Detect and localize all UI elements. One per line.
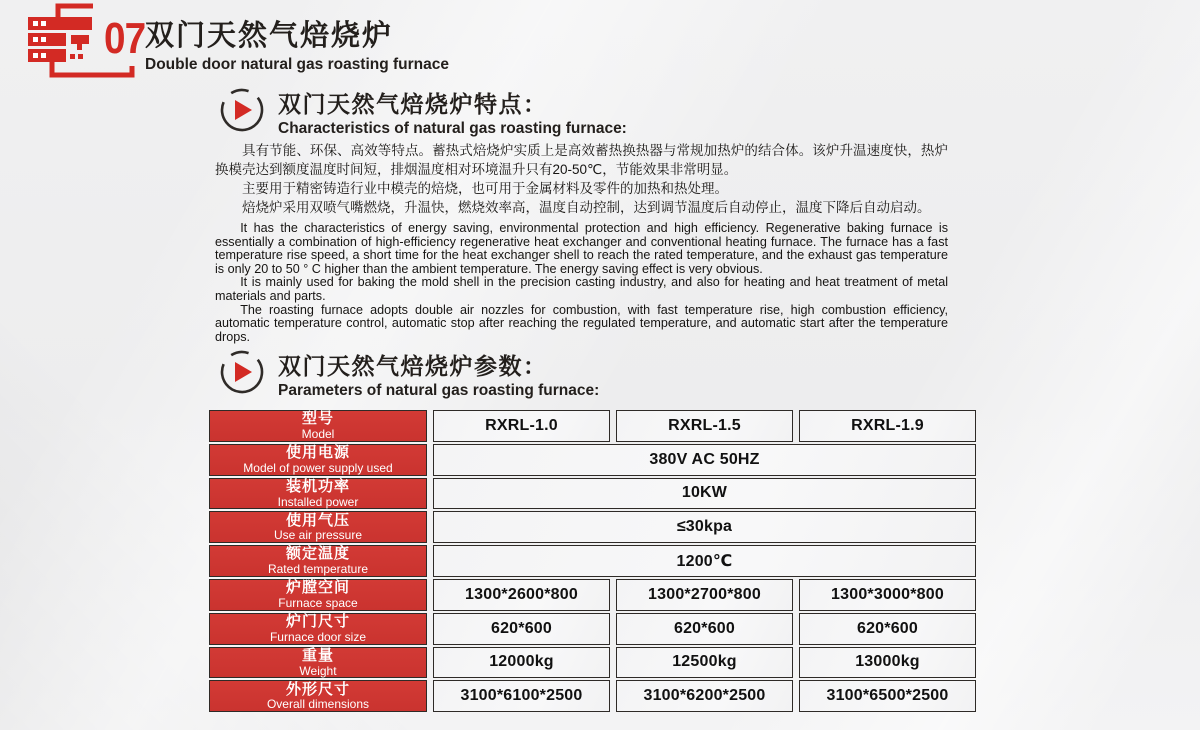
feature-paragraph-zh: 主要用于精密铸造行业中模壳的焙烧，也可用于金属材料及零件的加热和热处理。 [242, 181, 728, 196]
table-row-label [209, 410, 427, 442]
features-heading-zh: 双门天然气焙烧炉特点： [278, 91, 548, 117]
parameters-heading-en: Parameters of natural gas roasting furnace: [278, 382, 600, 399]
table-row-label [209, 511, 427, 543]
table-cell-value: 12500kg [616, 647, 793, 679]
table-cell-value: 3100*6500*2500 [799, 680, 976, 712]
feature-paragraph-en: The roasting furnace adopts double air nozzles for combustion, with fast temperature rise, high combustion efficiency, automatic temperature control, automatic stop after reaching the regulated temperature, and automatic start after the temperature drops. [215, 302, 948, 344]
features-paragraphs-zh [215, 141, 948, 217]
feature-paragraph-zh: 具有节能、环保、高效等特点。蓄热式焙烧炉实质上是高效蓄热换热器与常规加热炉的结合体。该炉升温速度快，热炉换模壳达到额度温度时间短，排烟温度相对环境温升只有20-50℃，节能效果非常明显。 [215, 143, 948, 177]
table-label-zh: 炉膛空间 [285, 579, 350, 597]
table-row-label [209, 444, 427, 476]
feature-paragraph-zh: 焙烧炉采用双喷气嘴燃烧，升温快，燃烧效率高，温度自动控制，达到调节温度后自动停止，温度下降后自动启动。 [242, 200, 931, 215]
table-label-en: Weight [299, 663, 337, 678]
table-label-zh: 装机功率 [285, 477, 350, 495]
table-cell-value: 1200℃ [433, 545, 976, 577]
table-label-en: Rated temperature [267, 562, 369, 577]
table-label-en: Overall dimensions [266, 697, 370, 712]
table-label-en: Furnace door size [269, 629, 367, 644]
features-paragraphs-en [215, 222, 948, 344]
table-cell-value: ≤30kpa [433, 511, 976, 543]
page-subtitle: Double door natural gas roasting furnace [145, 56, 450, 73]
table-row-label [209, 478, 427, 510]
table-label-en: Model [301, 426, 335, 441]
table-row-label [209, 613, 427, 645]
table-label-en: Use air pressure [273, 528, 363, 543]
table-cell-value: 12000kg [433, 647, 610, 679]
table-cell-value: RXRL-1.0 [433, 410, 610, 442]
table-cell-value: 620*600 [616, 613, 793, 645]
feature-paragraph-en: It has the characteristics of energy saving, environmental protection and high efficiency. Regenerative baking furnace is essentially a combination of high-efficiency regenerative heat exchanger and conventional heating furnace. The furnace has a fast temperature rise speed, a short time for the heat exchanger shell to reach the rated temperature, and the exhaust gas temperature is only 20 to 50 ° C higher than the ambient temperature. The energy saving effect is very obvious. [215, 221, 948, 276]
features-section-heading [219, 86, 627, 138]
table-row-label [209, 545, 427, 577]
table-label-zh: 使用电源 [285, 444, 350, 462]
table-row-label [209, 680, 427, 712]
table-cell-value: 10KW [433, 478, 976, 510]
parameters-heading-zh: 双门天然气焙烧炉参数： [278, 353, 548, 379]
table-cell-value: RXRL-1.9 [799, 410, 976, 442]
table-cell-value: 620*600 [799, 613, 976, 645]
feature-paragraph-en: It is mainly used for baking the mold shell in the precision casting industry, and also for heating and heat treatment of metal materials and parts. [215, 275, 948, 303]
table-cell-value: RXRL-1.5 [616, 410, 793, 442]
play-icon [219, 87, 265, 133]
table-row-label [209, 647, 427, 679]
table-label-en: Model of power supply used [243, 460, 393, 475]
table-cell-value: 3100*6200*2500 [616, 680, 793, 712]
table-label-zh: 炉门尺寸 [285, 613, 350, 630]
table-label-en: Furnace space [278, 595, 358, 610]
table-label-zh: 外形尺寸 [285, 680, 350, 698]
table-label-zh: 使用气压 [285, 511, 350, 529]
features-heading-en: Characteristics of natural gas roasting furnace: [278, 120, 627, 137]
table-cell-value: 620*600 [433, 613, 610, 645]
parameters-section-heading [219, 348, 599, 400]
parameters-table [209, 410, 976, 712]
table-label-zh: 额定温度 [285, 545, 350, 563]
table-cell-value: 1300*2700*800 [616, 579, 793, 611]
table-label-en: Installed power [277, 494, 359, 509]
table-cell-value: 1300*2600*800 [433, 579, 610, 611]
section-number: 07 [104, 14, 146, 63]
table-cell-value: 380V AC 50HZ [433, 444, 976, 476]
table-cell-value: 13000kg [799, 647, 976, 679]
table-label-zh: 型号 [301, 410, 334, 428]
table-cell-value: 3100*6100*2500 [433, 680, 610, 712]
play-icon [219, 349, 265, 395]
page-title: 双门天然气焙烧炉 [145, 20, 394, 52]
table-cell-value: 1300*3000*800 [799, 579, 976, 611]
table-label-zh: 重量 [301, 646, 334, 664]
table-row-label [209, 579, 427, 611]
